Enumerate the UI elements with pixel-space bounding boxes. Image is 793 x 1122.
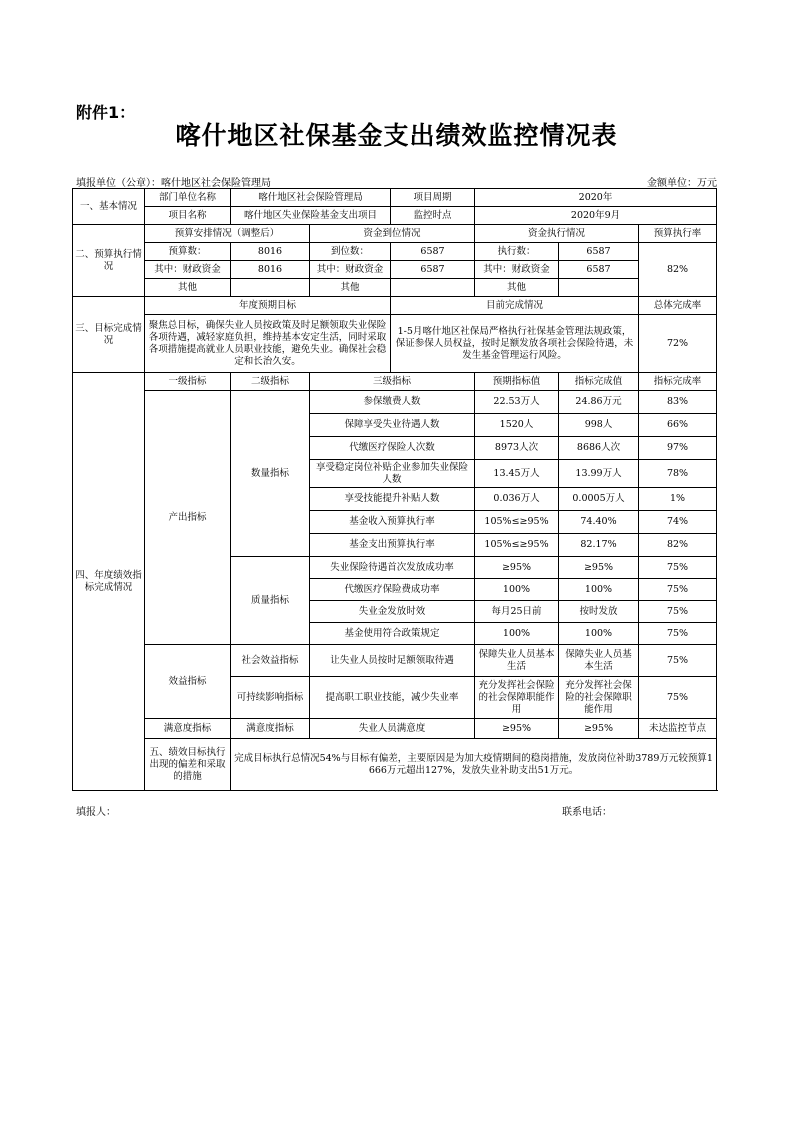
indicator-rate: 75%: [639, 623, 717, 645]
fiscal-budget-label: 其中：财政资金: [145, 261, 231, 279]
current-status-header: 目前完成情况: [391, 297, 639, 315]
fiscal-exec-label: 其中：财政资金: [475, 261, 559, 279]
received-label: 到位数：: [310, 243, 391, 261]
indicator-name: 让失业人员按时足额领取待遇: [310, 645, 475, 677]
budget-execution-header: 资金执行情况: [475, 225, 639, 243]
actual-header: 指标完成值: [559, 373, 639, 391]
indicator-name: 提高职工职业技能，减少失业率: [310, 677, 475, 719]
attachment-label: 附件1：: [76, 103, 136, 122]
amount-unit: 金额单位：万元: [647, 178, 717, 189]
indicator-name: 基金支出预算执行率: [310, 534, 475, 557]
indicator-actual: 保障失业人员基本生活: [559, 645, 639, 677]
section-target: 三、目标完成情况: [73, 297, 145, 373]
indicator-name: 参保缴费人数: [310, 391, 475, 414]
project-label: 项目名称: [145, 207, 231, 225]
indicator-expected: 13.45万人: [475, 460, 559, 488]
level2-social: 社会效益指标: [231, 645, 310, 677]
level1-output: 产出指标: [145, 391, 231, 645]
section-budget: 二、预算执行情况: [73, 225, 145, 297]
indicator-name: 失业人员满意度: [310, 719, 475, 739]
indicator-name: 保障享受失业待遇人数: [310, 414, 475, 437]
performance-table: [72, 188, 717, 791]
expected-header: 预期指标值: [475, 373, 559, 391]
indicator-expected: 105%≤≥95%: [475, 511, 559, 534]
level2-satisfaction: 满意度指标: [231, 719, 310, 739]
section-deviation: 五、绩效目标执行出现的偏差和采取的措施: [145, 739, 231, 791]
indicator-name: 失业保险待遇首次发放成功率: [310, 557, 475, 579]
indicator-expected: 每月25日前: [475, 601, 559, 623]
indicator-rate: 97%: [639, 437, 717, 460]
indicator-actual: 按时发放: [559, 601, 639, 623]
indicator-rate: 75%: [639, 557, 717, 579]
indicator-expected: 100%: [475, 579, 559, 601]
indicator-actual: ≥95%: [559, 719, 639, 739]
other-exec-value: [559, 279, 639, 297]
indicator-rate: 78%: [639, 460, 717, 488]
other-received-value: [391, 279, 475, 297]
indicator-name: 享受技能提升补贴人数: [310, 488, 475, 511]
indicator-actual: ≥95%: [559, 557, 639, 579]
indicator-rate: 82%: [639, 534, 717, 557]
indicator-name: 享受稳定岗位补贴企业参加失业保险人数: [310, 460, 475, 488]
budget-label: 预算数：: [145, 243, 231, 261]
total-rate-value: 72%: [639, 315, 717, 373]
indicator-rate: 83%: [639, 391, 717, 414]
indicator-rate: 75%: [639, 601, 717, 623]
indicator-expected: 8973人次: [475, 437, 559, 460]
level2-sustain: 可持续影响指标: [231, 677, 310, 719]
phone-label: 联系电话：: [562, 807, 612, 818]
period-label: 项目周期: [391, 189, 475, 207]
current-status-text: 1-5月喀什地区社保局严格执行社保基金管理法规政策，保证参保人员权益，按时足额发放各项社会保险待遇，未发生基金管理运行风险。: [391, 315, 639, 373]
indicator-actual: 998人: [559, 414, 639, 437]
indicator-expected: 保障失业人员基本生活: [475, 645, 559, 677]
indicator-expected: 100%: [475, 623, 559, 645]
reporter-label: 填报人：: [76, 807, 116, 818]
indicator-actual: 100%: [559, 579, 639, 601]
fill-unit: 填报单位（公章）：喀什地区社会保险管理局: [76, 178, 271, 189]
level2-header: 二级指标: [231, 373, 310, 391]
indicator-rate: 75%: [639, 645, 717, 677]
total-rate-header: 总体完成率: [639, 297, 717, 315]
indicator-actual: 8686人次: [559, 437, 639, 460]
indicator-name: 基金使用符合政策规定: [310, 623, 475, 645]
budget-value: 8016: [231, 243, 310, 261]
indicator-expected: ≥95%: [475, 719, 559, 739]
indicator-actual: 82.17%: [559, 534, 639, 557]
deviation-text: 完成目标执行总情况54%与目标有偏差，主要原因是为加大疫情期间的稳岗措施，发放岗位补助3789万元较预算1666万元超出127%，发放失业补助支出51万元。: [231, 739, 717, 791]
exec-label: 执行数：: [475, 243, 559, 261]
monitor-label: 监控时点: [391, 207, 475, 225]
indicator-expected: 105%≤≥95%: [475, 534, 559, 557]
exec-value: 6587: [559, 243, 639, 261]
other-budget-label: 其他: [145, 279, 231, 297]
fiscal-received-value: 6587: [391, 261, 475, 279]
indicator-name: 代缴医疗保险人次数: [310, 437, 475, 460]
indicator-expected: ≥95%: [475, 557, 559, 579]
budget-rate-value: 82%: [639, 243, 717, 297]
other-received-label: 其他: [310, 279, 391, 297]
indicator-expected: 充分发挥社会保险的社会保障职能作用: [475, 677, 559, 719]
indicator-actual: 充分发挥社会保险的社会保障职能作用: [559, 677, 639, 719]
level3-header: 三级指标: [310, 373, 475, 391]
level2-quality: 质量指标: [231, 557, 310, 645]
fiscal-exec-value: 6587: [559, 261, 639, 279]
dept-label: 部门单位名称: [145, 189, 231, 207]
indicator-rate: 1%: [639, 488, 717, 511]
indicator-rate: 75%: [639, 677, 717, 719]
level1-satisfaction: 满意度指标: [145, 719, 231, 739]
project-value: 喀什地区失业保险基金支出项目: [231, 207, 391, 225]
indicator-expected: 22.53万人: [475, 391, 559, 414]
level1-header: 一级指标: [145, 373, 231, 391]
received-value: 6587: [391, 243, 475, 261]
fiscal-budget-value: 8016: [231, 261, 310, 279]
section-basic: 一、基本情况: [73, 189, 145, 225]
other-exec-label: 其他: [475, 279, 559, 297]
page-title: 喀什地区社保基金支出绩效监控情况表: [175, 121, 618, 150]
indicator-rate: 75%: [639, 579, 717, 601]
annual-target-header: 年度预期目标: [145, 297, 391, 315]
indicator-actual: 13.99万人: [559, 460, 639, 488]
indicator-expected: 1520人: [475, 414, 559, 437]
rate-header: 指标完成率: [639, 373, 717, 391]
indicator-rate: 74%: [639, 511, 717, 534]
indicator-actual: 24.86万元: [559, 391, 639, 414]
indicator-actual: 0.0005万人: [559, 488, 639, 511]
indicator-expected: 0.036万人: [475, 488, 559, 511]
indicator-actual: 74.40%: [559, 511, 639, 534]
annual-target-text: 聚焦总目标，确保失业人员按政策及时足额领取失业保险各项待遇，减轻家庭负担，维持基本安定生活，同时采取各项措施提高就业人员职业技能，避免失业。确保社会稳定和长治久安。: [145, 315, 391, 373]
indicator-name: 代缴医疗保险费成功率: [310, 579, 475, 601]
budget-received-header: 资金到位情况: [310, 225, 475, 243]
indicator-actual: 100%: [559, 623, 639, 645]
budget-arrangement-header: 预算安排情况（调整后）: [145, 225, 310, 243]
level1-benefit: 效益指标: [145, 645, 231, 719]
monitor-value: 2020年9月: [475, 207, 717, 225]
dept-value: 喀什地区社会保险管理局: [231, 189, 391, 207]
budget-rate-header: 预算执行率: [639, 225, 717, 243]
indicator-name: 基金收入预算执行率: [310, 511, 475, 534]
indicator-rate: 66%: [639, 414, 717, 437]
period-value: 2020年: [475, 189, 717, 207]
fiscal-received-label: 其中：财政资金: [310, 261, 391, 279]
indicator-rate: 未达监控节点: [639, 719, 717, 739]
section-indicators: 四、年度绩效指标完成情况: [73, 373, 145, 791]
level2-quantity: 数量指标: [231, 391, 310, 557]
other-budget-value: [231, 279, 310, 297]
indicator-name: 失业金发放时效: [310, 601, 475, 623]
